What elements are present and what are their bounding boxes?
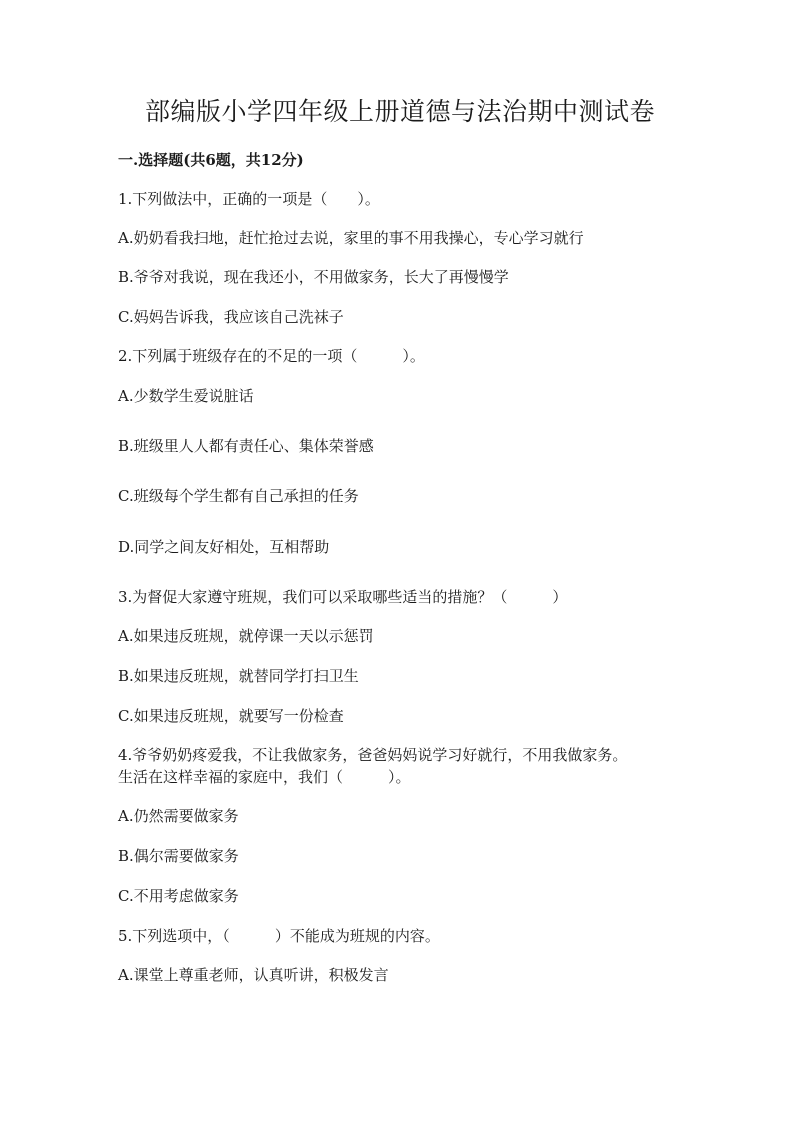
question-2-option-d: D.同学之间友好相处，互相帮助 bbox=[118, 538, 330, 556]
question-1-option-a: A.奶奶看我扫地，赶忙抢过去说，家里的事不用我操心，专心学习就行 bbox=[118, 229, 584, 247]
question-4-option-b: B.偶尔需要做家务 bbox=[118, 847, 239, 865]
question-3-option-c: C.如果违反班规，就要写一份检查 bbox=[118, 707, 344, 725]
question-3-option-b: B.如果违反班规，就替同学打扫卫生 bbox=[118, 667, 359, 685]
question-5-stem: 5.下列选项中，（ ）不能成为班规的内容。 bbox=[118, 927, 440, 945]
question-1-option-c: C.妈妈告诉我，我应该自己洗袜子 bbox=[118, 308, 344, 326]
page-title: 部编版小学四年级上册道德与法治期中测试卷 bbox=[144, 97, 655, 126]
question-1-option-b: B.爷爷对我说，现在我还小，不用做家务，长大了再慢慢学 bbox=[118, 268, 509, 286]
question-4-option-a: A.仍然需要做家务 bbox=[118, 807, 239, 825]
question-2-option-a: A.少数学生爱说脏话 bbox=[118, 387, 254, 405]
question-4-option-c: C.不用考虑做家务 bbox=[118, 887, 239, 905]
question-2-stem: 2.下列属于班级存在的不足的一项（ ）。 bbox=[118, 347, 425, 365]
question-1-stem: 1.下列做法中，正确的一项是（ ）。 bbox=[118, 190, 380, 208]
question-2-option-c: C.班级每个学生都有自己承担的任务 bbox=[118, 487, 359, 505]
question-2-option-b: B.班级里人人都有责任心、集体荣誉感 bbox=[118, 437, 374, 455]
question-4-stem-line-1: 4.爷爷奶奶疼爱我，不让我做家务，爸爸妈妈说学习好就行，不用我做家务。 bbox=[118, 746, 628, 764]
section-heading: 一.选择题(共6题，共12分) bbox=[118, 151, 304, 169]
question-3-stem: 3.为督促大家遵守班规，我们可以采取哪些适当的措施？（ ） bbox=[118, 588, 568, 606]
question-5-option-a: A.课堂上尊重老师，认真听讲，积极发言 bbox=[118, 966, 389, 984]
question-4-stem-line-2: 生活在这样幸福的家庭中，我们（ ）。 bbox=[118, 768, 411, 786]
question-3-option-a: A.如果违反班规，就停课一天以示惩罚 bbox=[118, 627, 374, 645]
